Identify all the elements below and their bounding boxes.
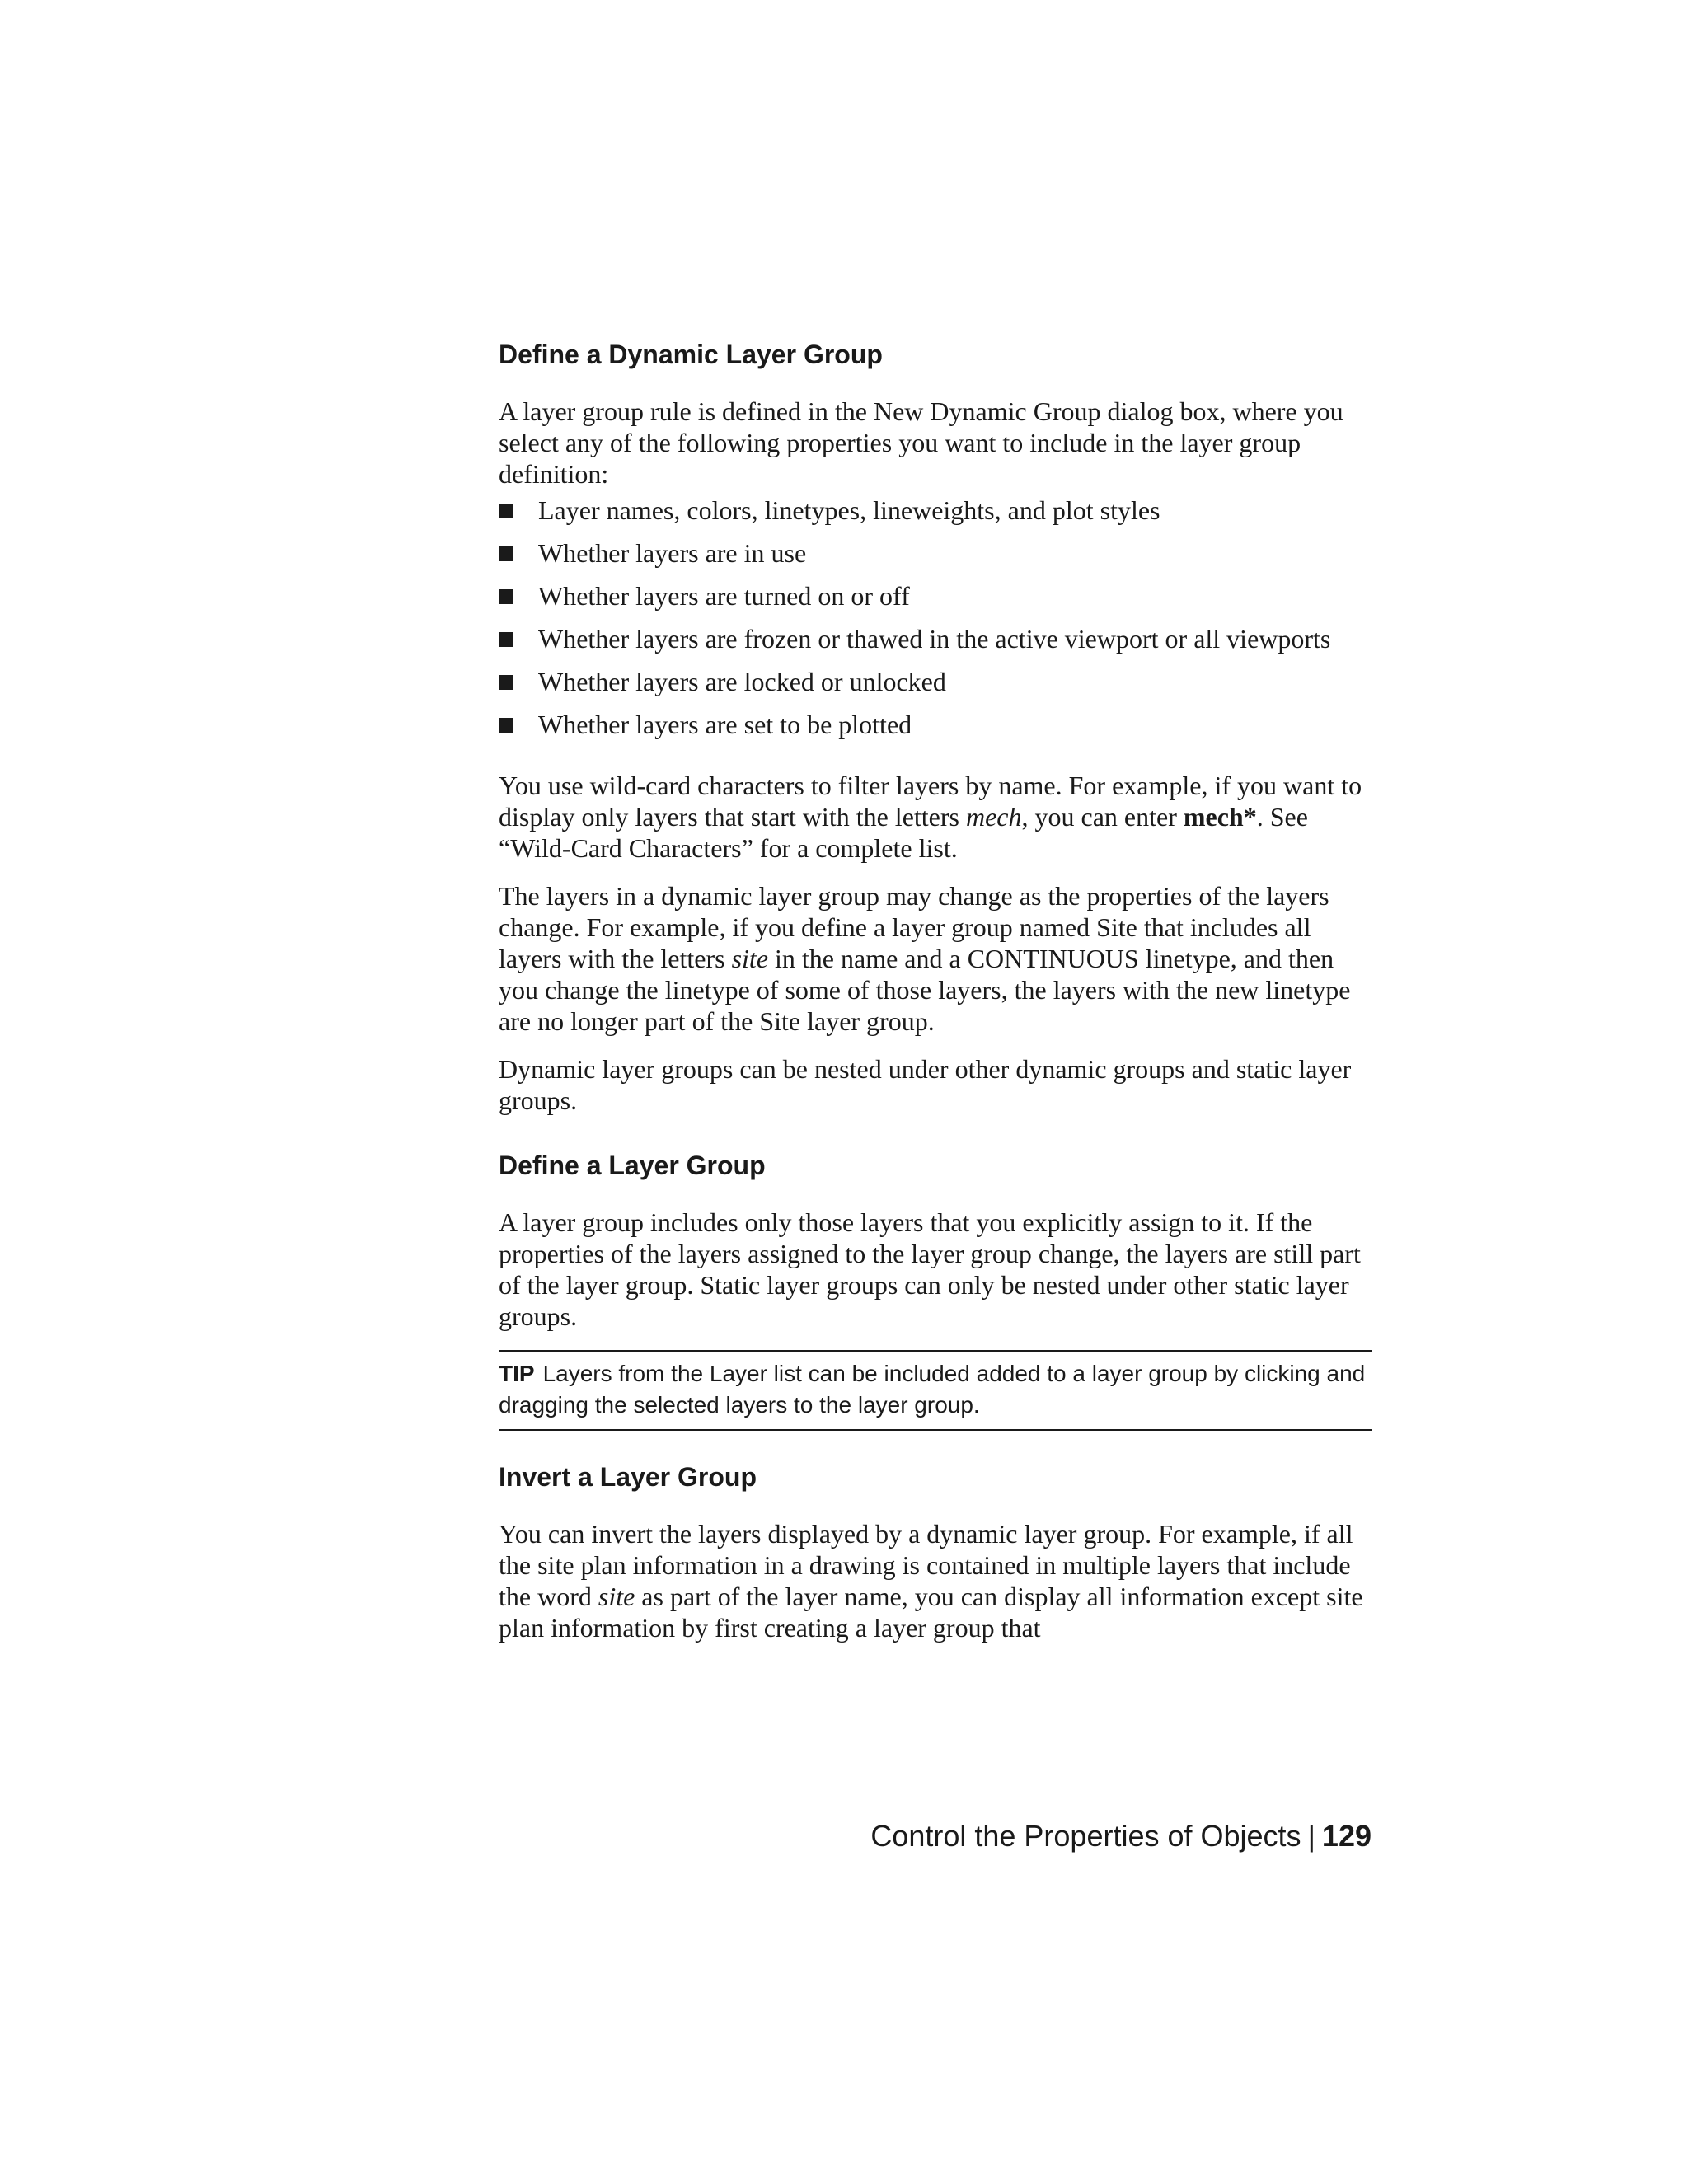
property-bullet-list	[499, 494, 1372, 752]
wildcard-paragraph	[499, 770, 1372, 864]
section-heading-invert: Invert a Layer Group	[499, 1462, 757, 1492]
change-text-2: in the name and a CONTINUOUS linetype, and then you change the linetype of some of those layers, the layers with the new linetype are no longer part of the Site layer group.	[499, 944, 1351, 1036]
wildcard-text-1: You use wild-card characters to filter layers by name. For example, if you want to display only layers that start with the letters	[499, 771, 1362, 832]
footer-title: Control the Properties of Objects	[870, 1819, 1301, 1853]
tip-box	[499, 1350, 1372, 1431]
change-italic-term: site	[731, 944, 769, 973]
section-heading-static: Define a Layer Group	[499, 1151, 766, 1180]
change-text-1: The layers in a dynamic layer group may change as the properties of the layers change. For example, if you define a layer group named Site that includes all layers with the letters	[499, 881, 1329, 973]
bullet-text: Whether layers are turned on or off	[538, 581, 910, 611]
wildcard-italic-term: mech	[965, 802, 1022, 832]
bullet-item	[499, 709, 1372, 752]
invert-italic-term: site	[598, 1582, 635, 1611]
invert-paragraph	[499, 1518, 1372, 1643]
bullet-item	[499, 666, 1372, 709]
bullet-item	[499, 537, 1372, 580]
square-bullet-icon	[499, 675, 513, 690]
square-bullet-icon	[499, 589, 513, 604]
static-body-paragraph: A layer group includes only those layers that you explicitly assign to it. If the properties of the layers assigned to the layer group change, the layers are still part of the layer group. Static layer groups can only be nested under other static layer groups.	[499, 1207, 1361, 1331]
nested-paragraph: Dynamic layer groups can be nested under other dynamic groups and static layer groups.	[499, 1054, 1352, 1115]
bullet-text: Layer names, colors, linetypes, lineweights, and plot styles	[538, 495, 1160, 525]
tip-text: Layers from the Layer list can be included added to a layer group by clicking and dragging the selected layers to the layer group.	[499, 1361, 1366, 1418]
bullet-text: Whether layers are frozen or thawed in the active viewport or all viewports	[538, 624, 1331, 654]
wildcard-bold-term: mech*	[1183, 802, 1257, 832]
wildcard-text-2: , you can enter	[1021, 802, 1184, 832]
page-content	[499, 338, 1372, 1643]
bullet-text: Whether layers are set to be plotted	[538, 710, 912, 739]
bullet-text: Whether layers are in use	[538, 538, 807, 568]
square-bullet-icon	[499, 546, 513, 561]
bullet-item	[499, 494, 1372, 537]
section-heading-dynamic: Define a Dynamic Layer Group	[499, 340, 883, 369]
square-bullet-icon	[499, 504, 513, 518]
tip-label: TIP	[499, 1361, 535, 1386]
bullet-item	[499, 623, 1372, 666]
square-bullet-icon	[499, 632, 513, 647]
bullet-item	[499, 580, 1372, 623]
wildcard-text-3: . See “Wild-Card Characters” for a complete list.	[499, 802, 1308, 863]
page-number: 129	[1321, 1819, 1372, 1853]
bullet-text: Whether layers are locked or unlocked	[538, 667, 946, 696]
square-bullet-icon	[499, 718, 513, 733]
layer-change-paragraph	[499, 880, 1372, 1037]
invert-text-2: as part of the layer name, you can display all information except site plan information by first creating a layer group that	[499, 1582, 1363, 1643]
footer-separator: |	[1307, 1819, 1315, 1853]
invert-text-1: You can invert the layers displayed by a dynamic layer group. For example, if all the site plan information in a drawing is contained in multiple layers that include the word	[499, 1519, 1353, 1611]
page-footer	[870, 1818, 1372, 1854]
dynamic-intro-paragraph: A layer group rule is defined in the New Dynamic Group dialog box, where you select any of the following properties you want to include in the layer group definition:	[499, 396, 1343, 489]
